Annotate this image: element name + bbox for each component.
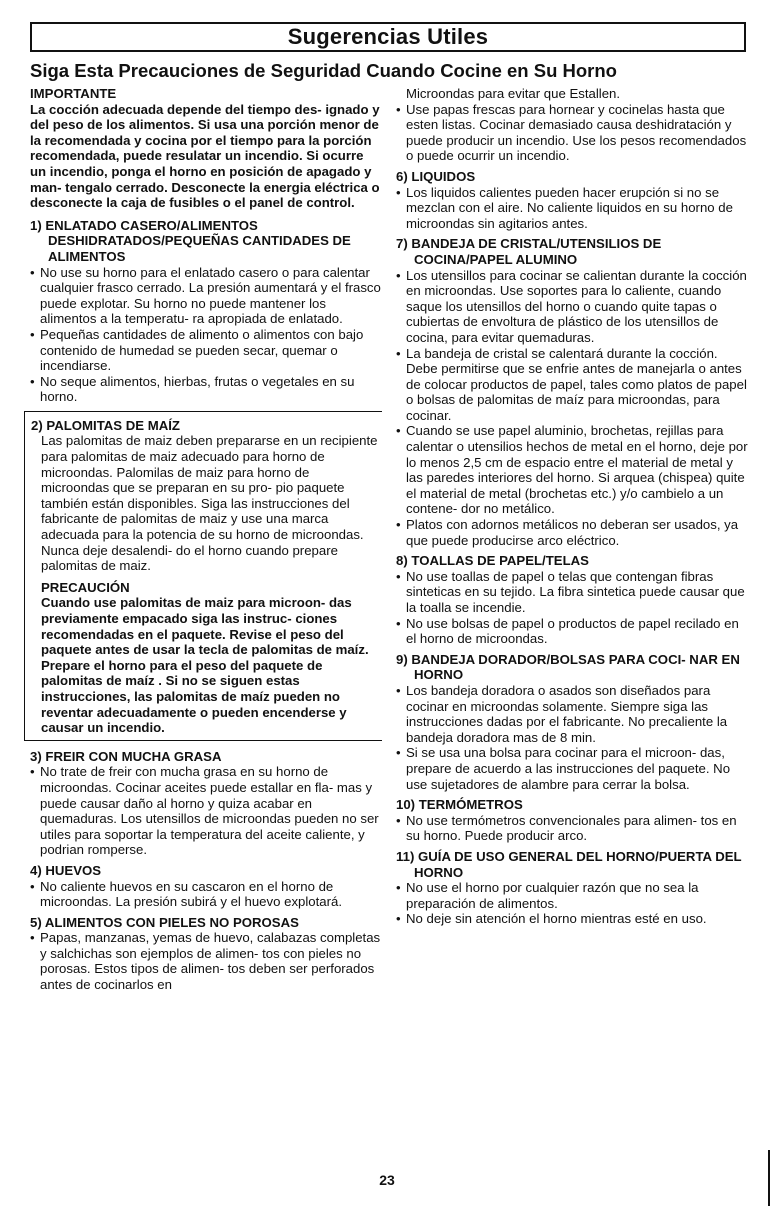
right-column	[396, 86, 748, 927]
section-7-heading: 7) BANDEJA DE CRISTAL/UTENSILIOS DE COCINA/PAPEL ALUMINO	[396, 236, 662, 267]
section-10-list	[396, 813, 748, 844]
list-item: • No use toallas de papel o telas que contengan fibras sinteticas en su tejido. La fibra sintetica puede causar que la toalla se incendie.	[396, 569, 748, 616]
list-item: • No deje sin atención el horno mientras esté en uso.	[396, 911, 748, 927]
section-6-list	[396, 185, 748, 232]
page-subtitle: Siga Esta Precauciones de Seguridad Cuando Cocine en Su Horno	[30, 60, 617, 81]
section-11-list	[396, 880, 748, 927]
list-item: • Los liquidos calientes pueden hacer erupción si no se mezclan con el aire. No caliente liquidos en su horno de microondas sin agitarios antes.	[396, 185, 748, 232]
list-item: • No caliente huevos en su cascaron en el horno de microondas. La presión subirá y el huevo explotará.	[30, 879, 382, 910]
importante-heading: IMPORTANTE	[30, 86, 117, 101]
section-3-list	[30, 764, 382, 858]
section-1-heading: 1) ENLATADO CASERO/ALIMENTOS DESHIDRATADOS/PEQUEÑAS CANTIDADES DE ALIMENTOS	[30, 217, 351, 264]
list-item: • Los bandeja doradora o asados son diseñados para cocinar en microondas solamente. Siempre siga las instrucciones dadas por el fabricante. No precaliente la bandeja doradora mas de 8 min.	[396, 683, 748, 745]
page-title: Sugerencias Utiles	[287, 24, 489, 49]
section-5-list-cont	[396, 102, 748, 164]
section-5-list	[30, 930, 382, 992]
list-item: • Papas, manzanas, yemas de huevo, calabazas completas y salchichas son ejemplos de alimen- tos con pieles no porosas. Estos tipos de alimen- tos deben ser perforados antes de cocinarlos en	[30, 930, 382, 992]
section-10-heading: 10) TERMÓMETROS	[396, 797, 523, 813]
section-5-continuation: Microondas para evitar que Estallen.	[406, 86, 621, 101]
list-item: • Los utensillos para cocinar se calientan durante la cocción en microondas. Use soportes para lo caliente, cuando saque los utensillos del horno o cuando quite tapas o cubiertas de envoltura de plástico de los utensillos de cocina, para evitar quemaduras.	[396, 268, 748, 346]
page-number: 23	[379, 1172, 395, 1188]
section-9-heading: 9) BANDEJA DORADOR/BOLSAS PARA COCI- NAR EN HORNO	[396, 651, 740, 683]
section-2-text: Las palomitas de maiz deben prepararse en un recipiente para palomitas de maiz adecuado para horno de microondas. Palomilas de maiz para horno de microondas que se preparan en su pro- pio paquete también están disponibles. Siga las instrucciones del fabricante de palomitas de maiz y use una marca adecuada para la potencia de su horno de microondas. Nunca deje desalendi- do el horno cuando prepare palomitas de maiz.	[41, 433, 378, 574]
section-1-list	[30, 265, 382, 405]
section-11-heading: 11) GUÍA DE USO GENERAL DEL HORNO/PUERTA DEL HORNO	[396, 848, 742, 880]
section-4-heading: 4) HUEVOS	[30, 862, 102, 878]
list-item: • Pequeñas cantidades de alimento o alimentos con bajo contenido de humedad se pueden secar, quemar o incendiarse.	[30, 327, 382, 374]
section-8-list	[396, 569, 748, 647]
section-4-list	[30, 879, 382, 910]
list-item: • No trate de freir con mucha grasa en su horno de microondas. Cocinar aceites puede estallar en fla- mas y puede causar daño al horno y quiza acabar en quemaduras. Los utensillos de microondas pueden no ser utiles para soportar la temperatura del aceite caliente, y podrian romperse.	[30, 764, 382, 858]
caution-heading: PRECAUCIÓN	[41, 579, 130, 595]
list-item: • No use termómetros convencionales para alimen- tos en su horno. Puede producir arco.	[396, 813, 748, 844]
list-item: • Platos con adornos metálicos no deberan ser usados, ya que puede producirse arco eléctrico.	[396, 517, 748, 548]
section-2-heading: 2) PALOMITAS DE MAÍZ	[31, 417, 180, 433]
list-item: • Cuando se use papel aluminio, brochetas, rejillas para calentar o utensilios hechos de metal en el horno, deje por lo menos 2,5 cm de espacio entre el material de metal y las paredes interiores del horno. Si arquea (chispea) quite el material de metal (brochetas etc.) y/o cambielo a un contene- dor no metálico.	[396, 423, 748, 517]
page-title-box	[30, 22, 746, 52]
popcorn-section-box	[24, 411, 382, 741]
page-edge-line	[768, 1150, 770, 1206]
section-6-heading: 6) LIQUIDOS	[396, 168, 476, 184]
list-item: • No seque alimentos, hierbas, frutas o vegetales en su horno.	[30, 374, 382, 405]
caution-text: Cuando use palomitas de maiz para microon- das previamente empacado siga las instruc- ciones recomendadas en el paquete. Revise el peso del paquete antes de usar la tecla de palomitas de maíz. Prepare el horno para el peso del paquete de palomitas de maíz . Si no se siguen estas instrucciones, las palomitas de maíz pueden no reventar adecuadamente o pueden encenderse y causar un incendio.	[41, 595, 369, 736]
section-5-heading: 5) ALIMENTOS CON PIELES NO POROSAS	[30, 914, 299, 930]
section-7-list	[396, 268, 748, 549]
left-column	[30, 86, 382, 993]
importante-text: La cocción adecuada depende del tiempo des- ignado y del peso de los alimentos. Si usa una porción menor de la recomendada y cocina por el tiempo para la porción recomendada, puede resulatar un incendio. Si ocurre un incendio, ponga el horno en posición de apagado y man- tengalo cerrado. Desconecte la energia eléctrica o desconecte la caja de fusibles o el panel de control.	[30, 101, 380, 211]
section-9-list	[396, 683, 748, 792]
list-item: • Si se usa una bolsa para cocinar para el microon- das, prepare de acuerdo a las instrucciones del paquete. No use sujetadores de alambre para cerrar la bolsa.	[396, 745, 748, 792]
list-item: • No use bolsas de papel o productos de papel recilado en el horno de microondas.	[396, 616, 748, 647]
section-3-heading: 3) FREIR CON MUCHA GRASA	[30, 748, 222, 764]
list-item: • No use el horno por cualquier razón que no sea la preparación de alimentos.	[396, 880, 748, 911]
section-8-heading: 8) TOALLAS DE PAPEL/TELAS	[396, 553, 589, 569]
list-item: • Use papas frescas para hornear y cocinelas hasta que esten listas. Cocinar demasiado causa deshidratación y puede producir un incendio. Use los pesos recomendados o puede ocurrir un incendio.	[396, 102, 748, 164]
list-item: • La bandeja de cristal se calentará durante la cocción. Debe permitirse que se enfrie antes de manejarla o antes de colocar productos de papel, tales como platos de papel o bolsas de palomitas de maíz para microondas, para cocinar.	[396, 346, 748, 424]
list-item: • No use su horno para el enlatado casero o para calentar cualquier frasco cerrado. La presión aumentará y el frasco puede explotar. Su horno no puede mantener los alimentos a la temperatu- ra apropiada de enlatado.	[30, 265, 382, 327]
